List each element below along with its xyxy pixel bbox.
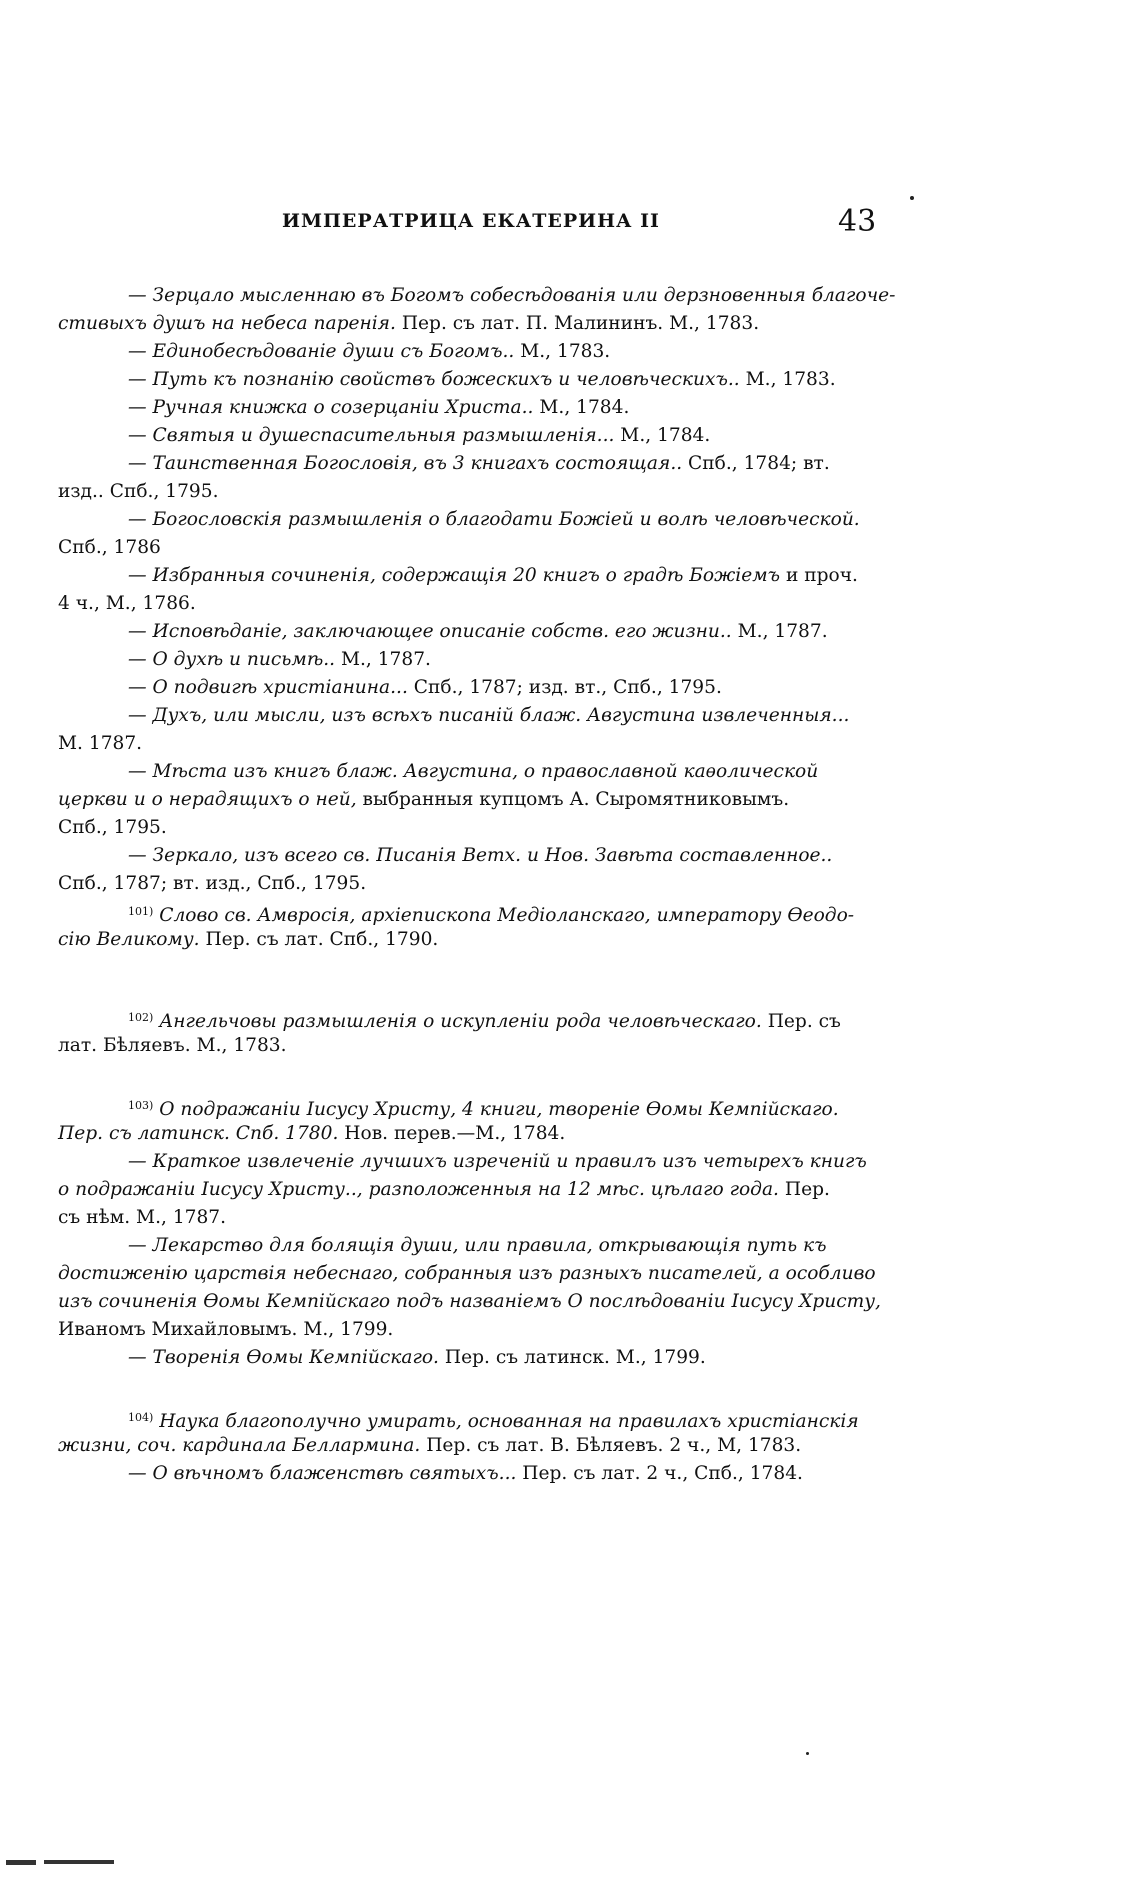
text-line: стивыхъ душъ на небеса паренія. Пер. съ лат. П. Малининъ. М., 1783.: [58, 313, 760, 334]
text-line: достиженію царствія небеснаго, собранныя изъ разныхъ писателей, а особливо: [58, 1263, 876, 1284]
footnote-104: $^{104)}$ Наука благополучно умирать, основанная на правилахъ христіанскія: [128, 1411, 859, 1432]
footnote-number: 101): [128, 905, 154, 918]
text-line: — Краткое извлеченіе лучшихъ изреченій и правилъ изъ четырехъ книгъ: [128, 1151, 867, 1172]
page-header: [0, 204, 1140, 250]
text-line: 4 ч., М., 1786.: [58, 593, 196, 614]
text-line: изъ сочиненія Ѳомы Кемпійскаго подъ названіемъ О послѣдованіи Іисусу Христу,: [58, 1291, 881, 1312]
footnote-102: $^{102)}$ Ангельчовы размышленія о искупленіи рода человѣческаго. Пер. съ: [128, 1011, 841, 1032]
text-line: — Исповѣданіе, заключающее описаніе собств. его жизни.. М., 1787.: [128, 621, 828, 642]
text-line: церкви и о нерадящихъ о ней, выбранныя купцомъ А. Сыромятниковымъ.: [58, 789, 790, 810]
text-line: — О подвигѣ христіанина... Спб., 1787; изд. вт., Спб., 1795.: [128, 677, 722, 698]
page-number: 43: [838, 204, 877, 239]
footnote-number: 102): [128, 1011, 154, 1024]
text-line: — Богословскія размышленія о благодати Божіей и волѣ человѣческой.: [128, 509, 860, 530]
text-line: Спб., 1787; вт. изд., Спб., 1795.: [58, 873, 367, 894]
text-line: — Ручная книжка о созерцаніи Христа.. М., 1784.: [128, 397, 630, 418]
text-line: Иваномъ Михайловымъ. М., 1799.: [58, 1319, 394, 1340]
scan-speck: [910, 196, 914, 200]
text-line: жизни, соч. кардинала Беллармина. Пер. съ лат. В. Бѣляевъ. 2 ч., М, 1783.: [58, 1435, 802, 1456]
text-line: Спб., 1795.: [58, 817, 167, 838]
text-line: сію Великому. Пер. съ лат. Спб., 1790.: [58, 929, 439, 950]
text-line: съ нѣм. М., 1787.: [58, 1207, 227, 1228]
footnote-103: $^{103)}$ О подражаніи Іисусу Христу, 4 книги, твореніе Ѳомы Кемпійскаго.: [128, 1099, 839, 1120]
text-line: — Путь къ познанію свойствъ божескихъ и человѣческихъ.. М., 1783.: [128, 369, 836, 390]
text-line: — О вѣчномъ блаженствѣ святыхъ... Пер. съ лат. 2 ч., Спб., 1784.: [128, 1463, 803, 1484]
page-body: [58, 282, 896, 1488]
text-line: — Духъ, или мысли, изъ всѣхъ писаній блаж. Августина извлеченныя...: [128, 705, 850, 726]
footnote-number: 104): [128, 1411, 154, 1424]
text-line: — Святыя и душеспасительныя размышленія... М., 1784.: [128, 425, 711, 446]
text-line: — О духѣ и письмѣ.. М., 1787.: [128, 649, 431, 670]
text-line: М. 1787.: [58, 733, 143, 754]
text-line: Спб., 1786: [58, 537, 161, 558]
text-line: — Единобесѣдованіе души съ Богомъ.. М., 1783.: [128, 341, 611, 362]
text-line: — Зеркало, изъ всего св. Писанія Ветх. и Нов. Завѣта составленное..: [128, 845, 833, 866]
text-line: — Избранныя сочиненія, содержащія 20 книгъ о градѣ Божіемъ и проч.: [128, 565, 858, 586]
scan-smudge: [44, 1860, 114, 1864]
text-line: лат. Бѣляевъ. М., 1783.: [58, 1035, 287, 1056]
running-title: ИМПЕРАТРИЦА ЕКАТЕРИНА II: [282, 210, 660, 232]
scan-smudge: [6, 1860, 36, 1865]
footnote-101: $^{101)}$ Слово св. Амвросія, архіепископа Медіоланскаго, императору Ѳеодо-: [128, 905, 855, 926]
footnote-number: 103): [128, 1099, 154, 1112]
text-line: изд.. Спб., 1795.: [58, 481, 219, 502]
text-line: — Мѣста изъ книгъ блаж. Августина, о православной каѳолической: [128, 761, 819, 782]
text-line: — Зерцало мысленнаю въ Богомъ собесѣдованія или дерзновенныя благоче-: [128, 285, 896, 306]
scan-speck: [806, 1752, 809, 1755]
text-line: о подражаніи Іисусу Христу.., разположенныя на 12 мѣс. цѣлаго года. Пер.: [58, 1179, 830, 1200]
text-line: — Таинственная Богословія, въ 3 книгахъ состоящая.. Спб., 1784; вт.: [128, 453, 830, 474]
text-line: Пер. съ латинск. Спб. 1780. Нов. перев.—М., 1784.: [58, 1123, 566, 1144]
text-line: — Лекарство для болящія души, или правила, открывающія путь къ: [128, 1235, 827, 1256]
text-line: — Творенія Ѳомы Кемпійскаго. Пер. съ латинск. М., 1799.: [128, 1347, 706, 1368]
